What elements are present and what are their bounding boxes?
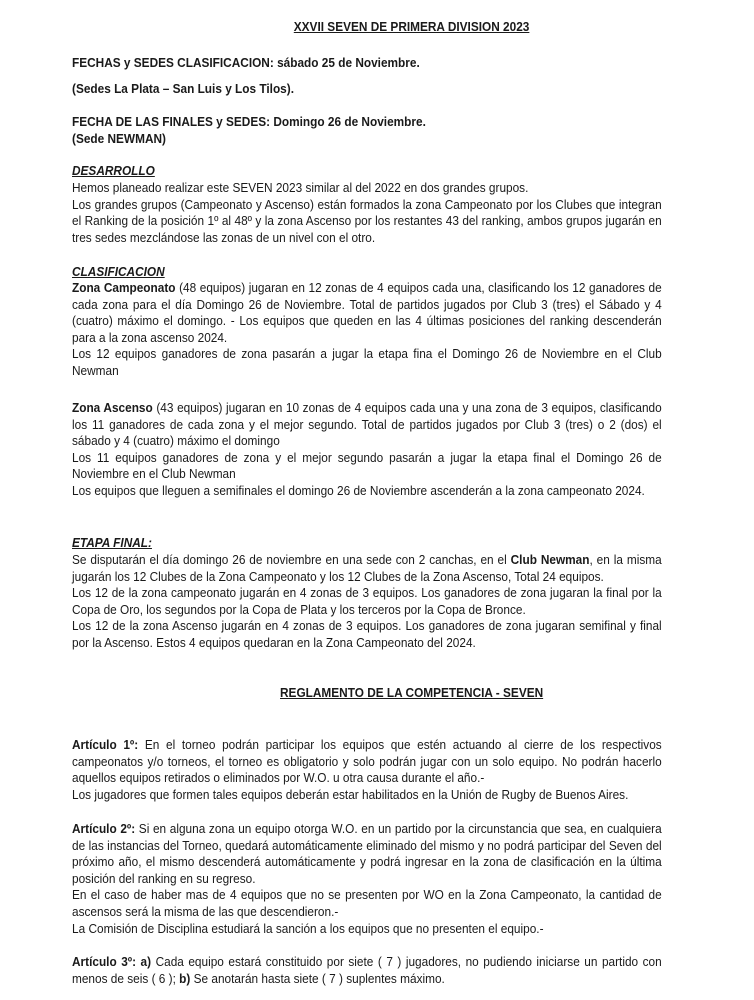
articulo-2-label: Artículo 2º:: [72, 821, 136, 836]
articulo-3-b-text: Se anotarán hasta siete ( 7 ) suplentes máximo.: [190, 970, 445, 986]
articulo-3-label: Artículo 3º:: [72, 954, 137, 969]
desarrollo-section: [72, 180, 662, 246]
zona-ascenso-paragraph: [72, 400, 662, 450]
etapa-final-paragraph-1: [72, 552, 662, 585]
etapa-final-heading: ETAPA FINAL:: [72, 535, 152, 550]
articulo-3-a-label: a): [140, 954, 152, 969]
articulo-1-label: Artículo 1º:: [72, 737, 139, 752]
desarrollo-heading: DESARROLLO: [72, 163, 155, 178]
articulo-2-text: Si en alguna zona un equipo otorga W.O. en un partido por la circunstancia que sea, en cualquiera de las instancias del Torneo, quedará automáticamente eliminado del mismo y no podrá participar del Seven del próximo año, el mismo descenderá automáticamente y podrá ingresar en la zona de clasificación en la última posición del ranking en su regreso.: [72, 821, 662, 886]
zona-campeonato-section: [72, 280, 662, 380]
desarrollo-paragraph-1: Hemos planeado realizar este SEVEN 2023 similar al del 2022 en dos grandes grupos.: [72, 180, 529, 195]
desarrollo-paragraph-2: Los grandes grupos (Campeonato y Ascenso) están formados la zona Campeonato por los Clubes que integran el Ranking de la posición 1º al 48º y la zona Ascenso por los restantes 43 del ranking, ambos grupos jugarán en tres sedes mezclándose las zonas de un nivel con el otro.: [72, 196, 662, 245]
etapa-final-section: [72, 552, 662, 652]
etapa-final-paragraph-3: Los 12 de la zona Ascenso jugarán en 4 zonas de 3 equipos. Los ganadores de zona jugaran semifinal y final por la Ascenso. Estos 4 equipos quedaran en la Zona Campeonato del 2024.: [72, 618, 662, 650]
fecha-finales: FECHA DE LAS FINALES y SEDES: Domingo 26 de Noviembre.: [72, 114, 426, 129]
zona-ascenso-text: (43 equipos) jugaran en 10 zonas de 4 equipos cada una y una zona de 3 equipos, clasificando los 11 ganadores de cada zona y el mejor segundo. Total de partidos jugados por Club 3 (tres) o 2 (dos) el sábado y 4 (cuatro) máximo el domingo: [72, 400, 662, 449]
document-title: XXVII SEVEN DE PRIMERA DIVISION 2023: [293, 19, 530, 34]
club-newman-label: Club Newman: [510, 552, 590, 567]
zona-campeonato-label: Zona Campeonato: [72, 280, 176, 295]
articulo-2-section: [72, 821, 662, 937]
zona-campeonato-paragraph: [72, 280, 662, 346]
clasificacion-heading: CLASIFICACION: [72, 264, 165, 279]
fechas-clasificacion: FECHAS y SEDES CLASIFICACION: sábado 25 de Noviembre.: [72, 55, 420, 70]
zona-ascenso-label: Zona Ascenso: [72, 400, 153, 415]
articulo-1-paragraph-2: Los jugadores que formen tales equipos deberán estar habilitados en la Unión de Rugby de Buenos Aires.: [72, 786, 629, 802]
articulo-1-text: En el torneo podrán participar los equipos que estén actuando al cierre de los respectivos campeonatos y/o torneos, el torneo es obligatorio y solo podrán jugar con un solo equipo. No podrán hacerlo aquellos equipos retirados o eliminados por W.O. u otra causa durante el año.-: [72, 737, 662, 786]
articulo-3-b-label: b): [179, 970, 191, 986]
etapa-final-p1-end: , en la misma jugarán los 12 Clubes de la Zona Campeonato y los 12 Clubes de la Zona Ascenso, Total 24 equipos.: [72, 552, 662, 584]
reglamento-title: REGLAMENTO DE LA COMPETENCIA - SEVEN: [280, 685, 544, 700]
articulo-3-paragraph: [72, 954, 662, 987]
zona-ascenso-paragraph-3: Los equipos que lleguen a semifinales el domingo 26 de Noviembre ascenderán a la zona campeonato 2024.: [72, 482, 645, 498]
articulo-3-section: [72, 954, 662, 987]
articulo-1-section: [72, 737, 662, 803]
etapa-final-p1-start: Se disputarán el día domingo 26 de noviembre en una sede con 2 canchas, en el: [72, 552, 511, 567]
zona-ascenso-paragraph-2: Los 11 equipos ganadores de zona y el mejor segundo pasarán a jugar la etapa final el Domingo 26 de Noviembre en el Club Newman: [72, 449, 662, 482]
etapa-final-paragraph-2: Los 12 de la zona campeonato jugarán en 4 zonas de 3 equipos. Los ganadores de zona jugaran la final por la Copa de Oro, los segundos por la Copa de Plata y los terceros por la Copa de Bronce.: [72, 585, 662, 617]
zona-campeonato-text: (48 equipos) jugaran en 12 zonas de 4 equipos cada una, clasificando los 12 ganadores de cada zona para el día Domingo 26 de Noviembre. Total de partidos jugados por Club 3 (tres) el Sábado y 4 (cuatro) máximo el domingo. - Los equipos que queden en las 4 últimas posiciones del ranking descenderán para a la zona ascenso 2024.: [72, 280, 662, 345]
articulo-3-a-text: Cada equipo estará constituido por siete ( 7 ) jugadores, no pudiendo iniciarse un partido con menos de seis ( 6 );: [72, 954, 662, 986]
articulo-2-paragraph: [72, 821, 662, 887]
sedes-clasificacion: (Sedes La Plata – San Luis y Los Tilos).: [72, 81, 294, 96]
sede-finales: (Sede NEWMAN): [72, 131, 166, 146]
zona-campeonato-paragraph-2: Los 12 equipos ganadores de zona pasarán a jugar la etapa fina el Domingo 26 de Noviembre en el Club Newman: [72, 346, 662, 378]
articulo-1-paragraph: [72, 737, 662, 787]
articulo-2-paragraph-3: La Comisión de Disciplina estudiará la sanción a los equipos que no presenten el equipo.-: [72, 920, 544, 936]
articulo-2-paragraph-2: En el caso de haber mas de 4 equipos que no se presenten por WO en la Zona Campeonato, la cantidad de ascensos será la misma de las que descendieron.-: [72, 887, 662, 919]
zona-ascenso-section: [72, 400, 662, 500]
